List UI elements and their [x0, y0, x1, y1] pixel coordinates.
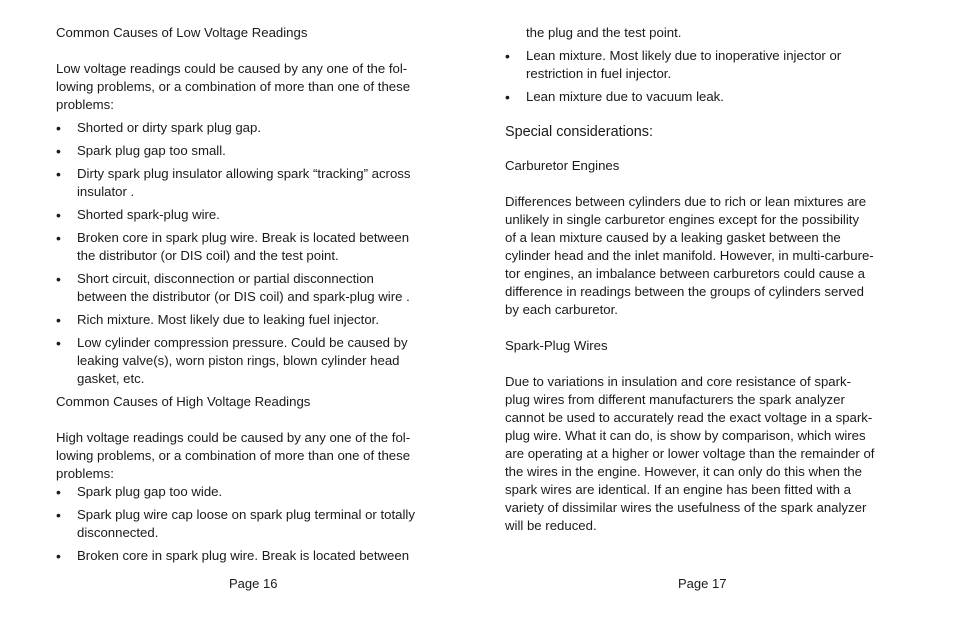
text-line: Lean mixture. Most likely due to inoperative injector or — [526, 48, 842, 63]
text-line: plug wire. What it can do, is show by comparison, which wires — [505, 428, 866, 443]
list-item — [505, 47, 905, 83]
list-item — [56, 142, 440, 160]
text-line: Spark plug wire cap loose on spark plug terminal or totally — [77, 507, 415, 522]
text-line: will be reduced. — [505, 518, 597, 533]
list-item — [56, 311, 440, 329]
left-page — [56, 24, 440, 570]
list-item — [505, 88, 905, 106]
text-line: lowing problems, or a combination of more than one of these — [56, 448, 411, 463]
text-line: the plug and the test point. — [526, 25, 682, 40]
text-line: Shorted spark-plug wire. — [77, 207, 220, 222]
text-line: disconnected. — [77, 525, 159, 540]
list-item — [56, 483, 440, 501]
text-line: leaking valve(s), worn piston rings, blown cylinder head — [77, 353, 400, 368]
page-number-left: Page 16 — [229, 576, 278, 591]
special-considerations-heading: Special considerations: — [505, 124, 653, 140]
text-line: Rich mixture. Most likely due to leaking fuel injector. — [77, 312, 379, 327]
text-line: of a lean mixture caused by a leaking gasket between the — [505, 230, 841, 245]
right-page — [505, 24, 905, 535]
list-item — [56, 119, 440, 137]
text-line: are operating at a higher or lower voltage than the remainder of — [505, 446, 875, 461]
text-line: Low cylinder compression pressure. Could be caused by — [77, 335, 408, 350]
list-item — [56, 334, 440, 388]
text-line: spark wires are identical. If an engine has been fitted with a — [505, 482, 852, 497]
heading-high-voltage: Common Causes of High Voltage Readings — [56, 394, 311, 409]
text-line: difference in readings between the groups of cylinders served — [505, 284, 864, 299]
carburetor-engines-text — [505, 193, 905, 319]
carburetor-engines-heading: Carburetor Engines — [505, 158, 620, 173]
text-line: Due to variations in insulation and core resistance of spark- — [505, 374, 851, 389]
text-line: insulator . — [77, 184, 135, 199]
text-line: by each carburetor. — [505, 302, 618, 317]
text-line: cannot be used to accurately read the exact voltage in a spark- — [505, 410, 873, 425]
text-line: Low voltage readings could be caused by any one of the fol- — [56, 61, 408, 76]
list-item — [56, 206, 440, 224]
text-line: lowing problems, or a combination of more than one of these — [56, 79, 411, 94]
text-line: Differences between cylinders due to rich or lean mixtures are — [505, 194, 867, 209]
text-line: Spark plug gap too small. — [77, 143, 226, 158]
list-item — [56, 506, 440, 542]
text-line: Shorted or dirty spark plug gap. — [77, 120, 261, 135]
text-line: restriction in fuel injector. — [526, 66, 672, 81]
text-line: gasket, etc. — [77, 371, 145, 386]
list-item — [56, 547, 440, 565]
text-line: Spark plug gap too wide. — [77, 484, 223, 499]
text-line: Lean mixture due to vacuum leak. — [526, 89, 724, 104]
text-line: Broken core in spark plug wire. Break is located between — [77, 548, 410, 563]
intro-low-voltage — [56, 60, 440, 114]
text-line: tor engines, an imbalance between carburetors could cause a — [505, 266, 865, 281]
text-line: problems: — [56, 466, 114, 481]
text-line: High voltage readings could be caused by any one of the fol- — [56, 430, 411, 445]
intro-high-voltage — [56, 429, 440, 483]
text-line: Short circuit, disconnection or partial disconnection — [77, 271, 374, 286]
spark-plug-wires-text — [505, 373, 905, 535]
spark-plug-wires-heading: Spark-Plug Wires — [505, 338, 608, 353]
list-item — [56, 270, 440, 306]
text-line: Dirty spark plug insulator allowing spark “tracking” across — [77, 166, 411, 181]
text-line: plug wires from different manufacturers the spark analyzer — [505, 392, 845, 407]
list-item-continuation — [505, 24, 905, 42]
text-line: the distributor (or DIS coil) and the test point. — [77, 248, 339, 263]
page-number-right: Page 17 — [678, 576, 727, 591]
list-item — [56, 229, 440, 265]
text-line: unlikely in single carburetor engines except for the possibility — [505, 212, 860, 227]
text-line: Broken core in spark plug wire. Break is located between — [77, 230, 410, 245]
text-line: variety of dissimilar wires the usefulness of the spark analyzer — [505, 500, 867, 515]
text-line: cylinder head and the inlet manifold. However, in multi-carbure- — [505, 248, 874, 263]
text-line: problems: — [56, 97, 114, 112]
text-line: the wires in the engine. However, it can only do this when the — [505, 464, 863, 479]
text-line: between the distributor (or DIS coil) and spark-plug wire . — [77, 289, 410, 304]
heading-low-voltage: Common Causes of Low Voltage Readings — [56, 25, 308, 40]
list-item — [56, 165, 440, 201]
